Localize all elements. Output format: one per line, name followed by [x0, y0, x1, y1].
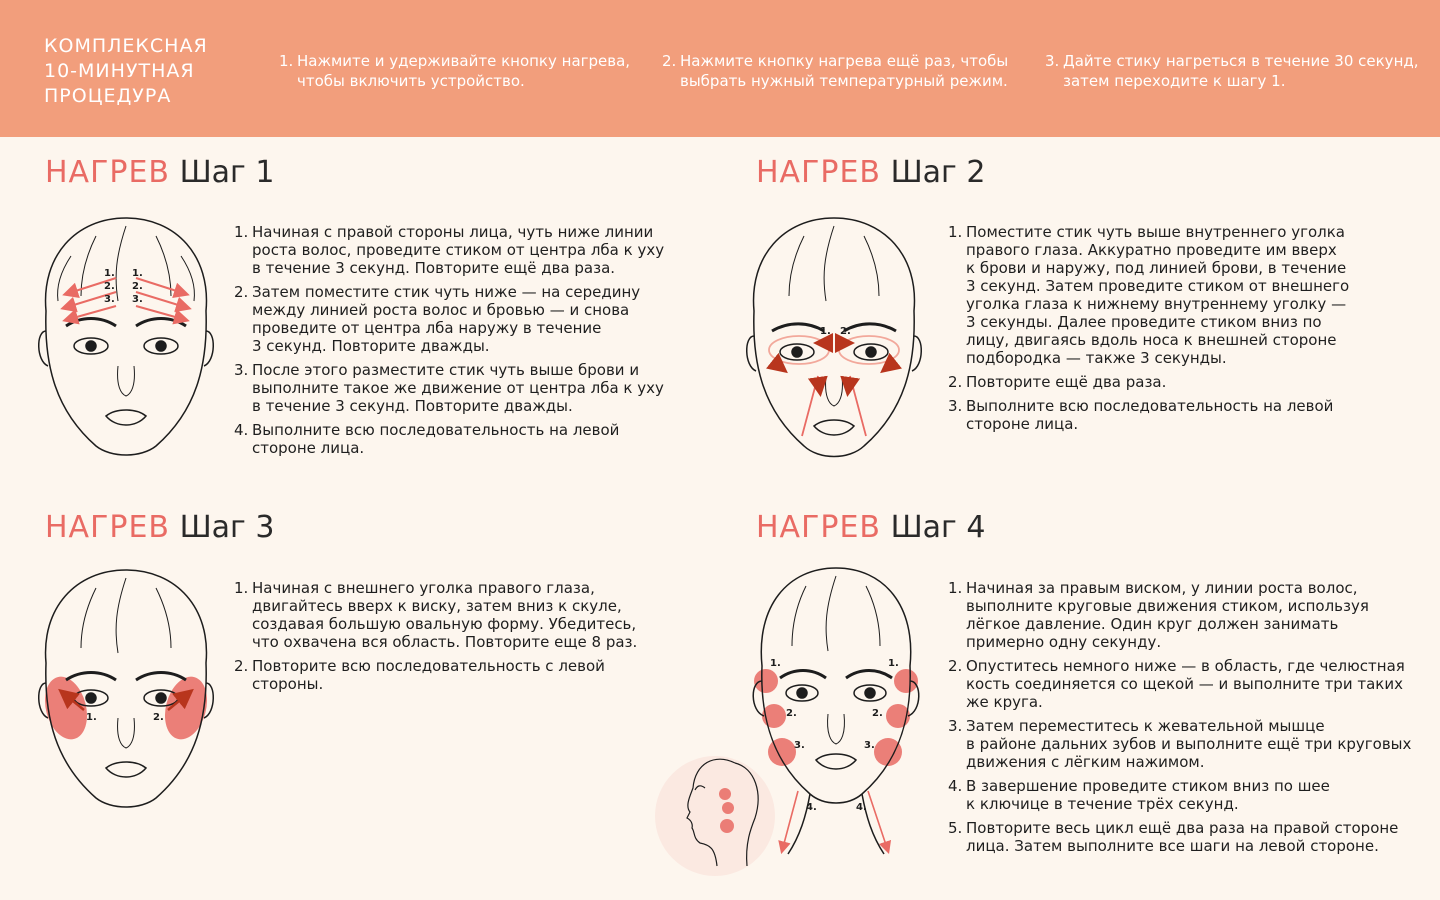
- item-number: 5.: [948, 819, 963, 837]
- item-number: 2.: [948, 373, 963, 391]
- diagram-label: 2.: [132, 281, 143, 292]
- item-line: проведите от центра лба наружу в течение: [252, 319, 602, 337]
- title-line: КОМПЛЕКСНАЯ: [44, 35, 208, 57]
- diagram-label: 1.: [820, 326, 831, 337]
- diagram-label: 1.: [132, 268, 143, 279]
- item-line: к брови и наружу, под линией брови, в течение: [966, 259, 1347, 277]
- header-step-1: [279, 51, 630, 91]
- item-line: 3 секунд. Повторите дважды.: [252, 337, 490, 355]
- list-item: [948, 657, 1411, 711]
- item-line: Начиная с правой стороны лица, чуть ниже линии: [252, 223, 654, 241]
- item-line: Поместите стик чуть выше внутреннего уголка: [966, 223, 1345, 241]
- section-title-step-1: [45, 155, 274, 191]
- title-accent: НАГРЕВ: [45, 510, 171, 545]
- item-number: 3.: [234, 361, 249, 379]
- item-number: 1.: [948, 579, 963, 597]
- header-banner: [0, 0, 1440, 137]
- list-item: [234, 657, 637, 693]
- section-title-step-3: [45, 510, 274, 546]
- item-line: же круга.: [966, 693, 1043, 711]
- item-number: 2.: [234, 283, 249, 301]
- step-text: Нажмите и удерживайте кнопку нагрева,: [297, 52, 631, 70]
- item-number: 1.: [948, 223, 963, 241]
- item-line: Выполните всю последовательность на левой: [252, 421, 620, 439]
- title-accent: НАГРЕВ: [756, 155, 882, 190]
- step-text: Дайте стику нагреться в течение 30 секунд,: [1063, 52, 1419, 70]
- item-line: После этого разместите стик чуть выше брови и: [252, 361, 640, 379]
- item-number: 2.: [948, 657, 963, 675]
- diagram-label: 2.: [153, 712, 164, 723]
- list-item: [948, 397, 1349, 433]
- list-item: [948, 223, 1349, 367]
- item-line: уголка глаза к нижнему внутреннему уголку —: [966, 295, 1347, 313]
- item-line: В завершение проведите стиком вниз по шее: [966, 777, 1330, 795]
- item-line: Затем поместите стик чуть ниже — на середину: [252, 283, 641, 301]
- item-line: лёгкое давление. Один круг должен занимать: [966, 615, 1339, 633]
- diagram-label: 2.: [840, 326, 851, 337]
- step-text: Нажмите кнопку нагрева ещё раз, чтобы: [680, 52, 1009, 70]
- item-line: в течение 3 секунд. Повторите ещё два раза.: [252, 259, 616, 277]
- list-item: [948, 717, 1411, 771]
- item-line: к ключице в течение трёх секунд.: [966, 795, 1239, 813]
- item-line: выполните круговые движения стиком, используя: [966, 597, 1369, 615]
- step-number: 1.: [279, 52, 294, 70]
- item-line: Затем переместитесь к жевательной мышце: [966, 717, 1325, 735]
- title-accent: НАГРЕВ: [45, 155, 171, 190]
- heat-zones: [754, 669, 918, 766]
- item-number: 3.: [948, 397, 963, 415]
- section-title-step-4: [756, 510, 985, 546]
- item-line: выполните такое же движение от центра лба к уху: [252, 379, 664, 397]
- step-text: выбрать нужный температурный режим.: [680, 72, 1008, 90]
- item-line: Повторите всю последовательность с левой: [252, 657, 605, 675]
- list-item: [948, 579, 1411, 651]
- step-text: чтобы включить устройство.: [297, 72, 525, 90]
- item-number: 4.: [948, 777, 963, 795]
- diagram-label: 3.: [104, 294, 115, 305]
- list-item: [948, 777, 1411, 813]
- face-diagram-step-2: [744, 216, 924, 466]
- item-line: в районе дальних зубов и выполните ещё три круговых: [966, 735, 1412, 753]
- title-line: ПРОЦЕДУРА: [44, 85, 172, 107]
- item-line: кость соединяется со щекой — и выполните три таких: [966, 675, 1403, 693]
- item-line: в течение 3 секунд. Повторите дважды.: [252, 397, 573, 415]
- diagram-label: 3.: [132, 294, 143, 305]
- step-1-instructions: [234, 223, 664, 463]
- item-line: Повторите ещё два раза.: [966, 373, 1167, 391]
- item-number: 4.: [234, 421, 249, 439]
- item-line: Опуститесь немного ниже — в область, где челюстная: [966, 657, 1405, 675]
- item-line: Выполните всю последовательность на левой: [966, 397, 1334, 415]
- step-number: 2.: [662, 52, 677, 70]
- item-number: 1.: [234, 579, 249, 597]
- step-text: затем переходите к шагу 1.: [1063, 72, 1286, 90]
- procedure-title: [44, 34, 208, 109]
- header-step-3: [1045, 51, 1419, 91]
- item-line: что охвачена вся область. Повторите еще 8 раз.: [252, 633, 638, 651]
- diagram-label: 2.: [786, 708, 797, 719]
- header-step-2: [662, 51, 1008, 91]
- item-number: 1.: [234, 223, 249, 241]
- list-item: [234, 223, 664, 277]
- item-line: Начиная за правым виском, у линии роста волос,: [966, 579, 1358, 597]
- diagram-label: 4.: [806, 802, 817, 813]
- step-number: 3.: [1045, 52, 1060, 70]
- arrows: [769, 336, 899, 436]
- item-line: стороне лица.: [966, 415, 1079, 433]
- item-line: 3 секунды. Далее проведите стиком вниз по: [966, 313, 1322, 331]
- title-step: Шаг 4: [890, 510, 986, 545]
- list-item: [948, 373, 1349, 391]
- item-number: 2.: [234, 657, 249, 675]
- step-4-instructions: [948, 579, 1411, 861]
- item-line: подбородка — также 3 секунды.: [966, 349, 1227, 367]
- face-diagram-step-3: [36, 568, 216, 812]
- item-line: 3 секунд. Затем проведите стиком от внешнего: [966, 277, 1350, 295]
- title-line: 10-МИНУТНАЯ: [44, 60, 195, 82]
- item-line: лица. Затем выполните все шаги на левой стороне.: [966, 837, 1379, 855]
- item-line: стороны.: [252, 675, 324, 693]
- title-accent: НАГРЕВ: [756, 510, 882, 545]
- list-item: [234, 361, 664, 415]
- diagram-label: 3.: [794, 740, 805, 751]
- item-line: примерно одну секунду.: [966, 633, 1162, 651]
- arrows: [782, 791, 888, 851]
- diagram-label: 1.: [86, 712, 97, 723]
- item-line: правого глаза. Аккуратно проведите им вверх: [966, 241, 1337, 259]
- diagram-label: 2.: [104, 281, 115, 292]
- item-line: двигайтесь вверх к виску, затем вниз к скуле,: [252, 597, 622, 615]
- item-line: между линией роста волос и бровью — и снова: [252, 301, 630, 319]
- face-outline: [747, 218, 922, 457]
- list-item: [234, 283, 664, 355]
- section-title-step-2: [756, 155, 985, 191]
- item-line: создавая большую овальную форму. Убедитесь,: [252, 615, 637, 633]
- heat-zones: [38, 672, 213, 744]
- diagram-label: 1.: [104, 268, 115, 279]
- item-line: Начиная с внешнего уголка правого глаза,: [252, 579, 595, 597]
- item-line: роста волос, проведите стиком от центра лба к уху: [252, 241, 665, 259]
- item-line: стороне лица.: [252, 439, 365, 457]
- arrows: [64, 278, 188, 320]
- diagram-label: 1.: [888, 658, 899, 669]
- title-step: Шаг 2: [890, 155, 986, 190]
- diagram-label: 4.: [856, 802, 867, 813]
- step-3-instructions: [234, 579, 637, 699]
- list-item: [234, 579, 637, 651]
- title-step: Шаг 3: [179, 510, 275, 545]
- face-outline: [39, 218, 214, 455]
- title-step: Шаг 1: [179, 155, 275, 190]
- step-2-instructions: [948, 223, 1349, 439]
- item-line: лицу, двигаясь вдоль носа к внешней стороне: [966, 331, 1337, 349]
- face-diagram-step-1: [36, 216, 216, 464]
- diagram-label: 2.: [872, 708, 883, 719]
- diagram-label: 3.: [864, 740, 875, 751]
- item-number: 3.: [948, 717, 963, 735]
- item-line: движения с лёгким нажимом.: [966, 753, 1205, 771]
- list-item: [948, 819, 1411, 855]
- diagram-label: 1.: [770, 658, 781, 669]
- list-item: [234, 421, 664, 457]
- face-diagram-step-4: [748, 566, 928, 856]
- item-line: Повторите весь цикл ещё два раза на правой стороне: [966, 819, 1399, 837]
